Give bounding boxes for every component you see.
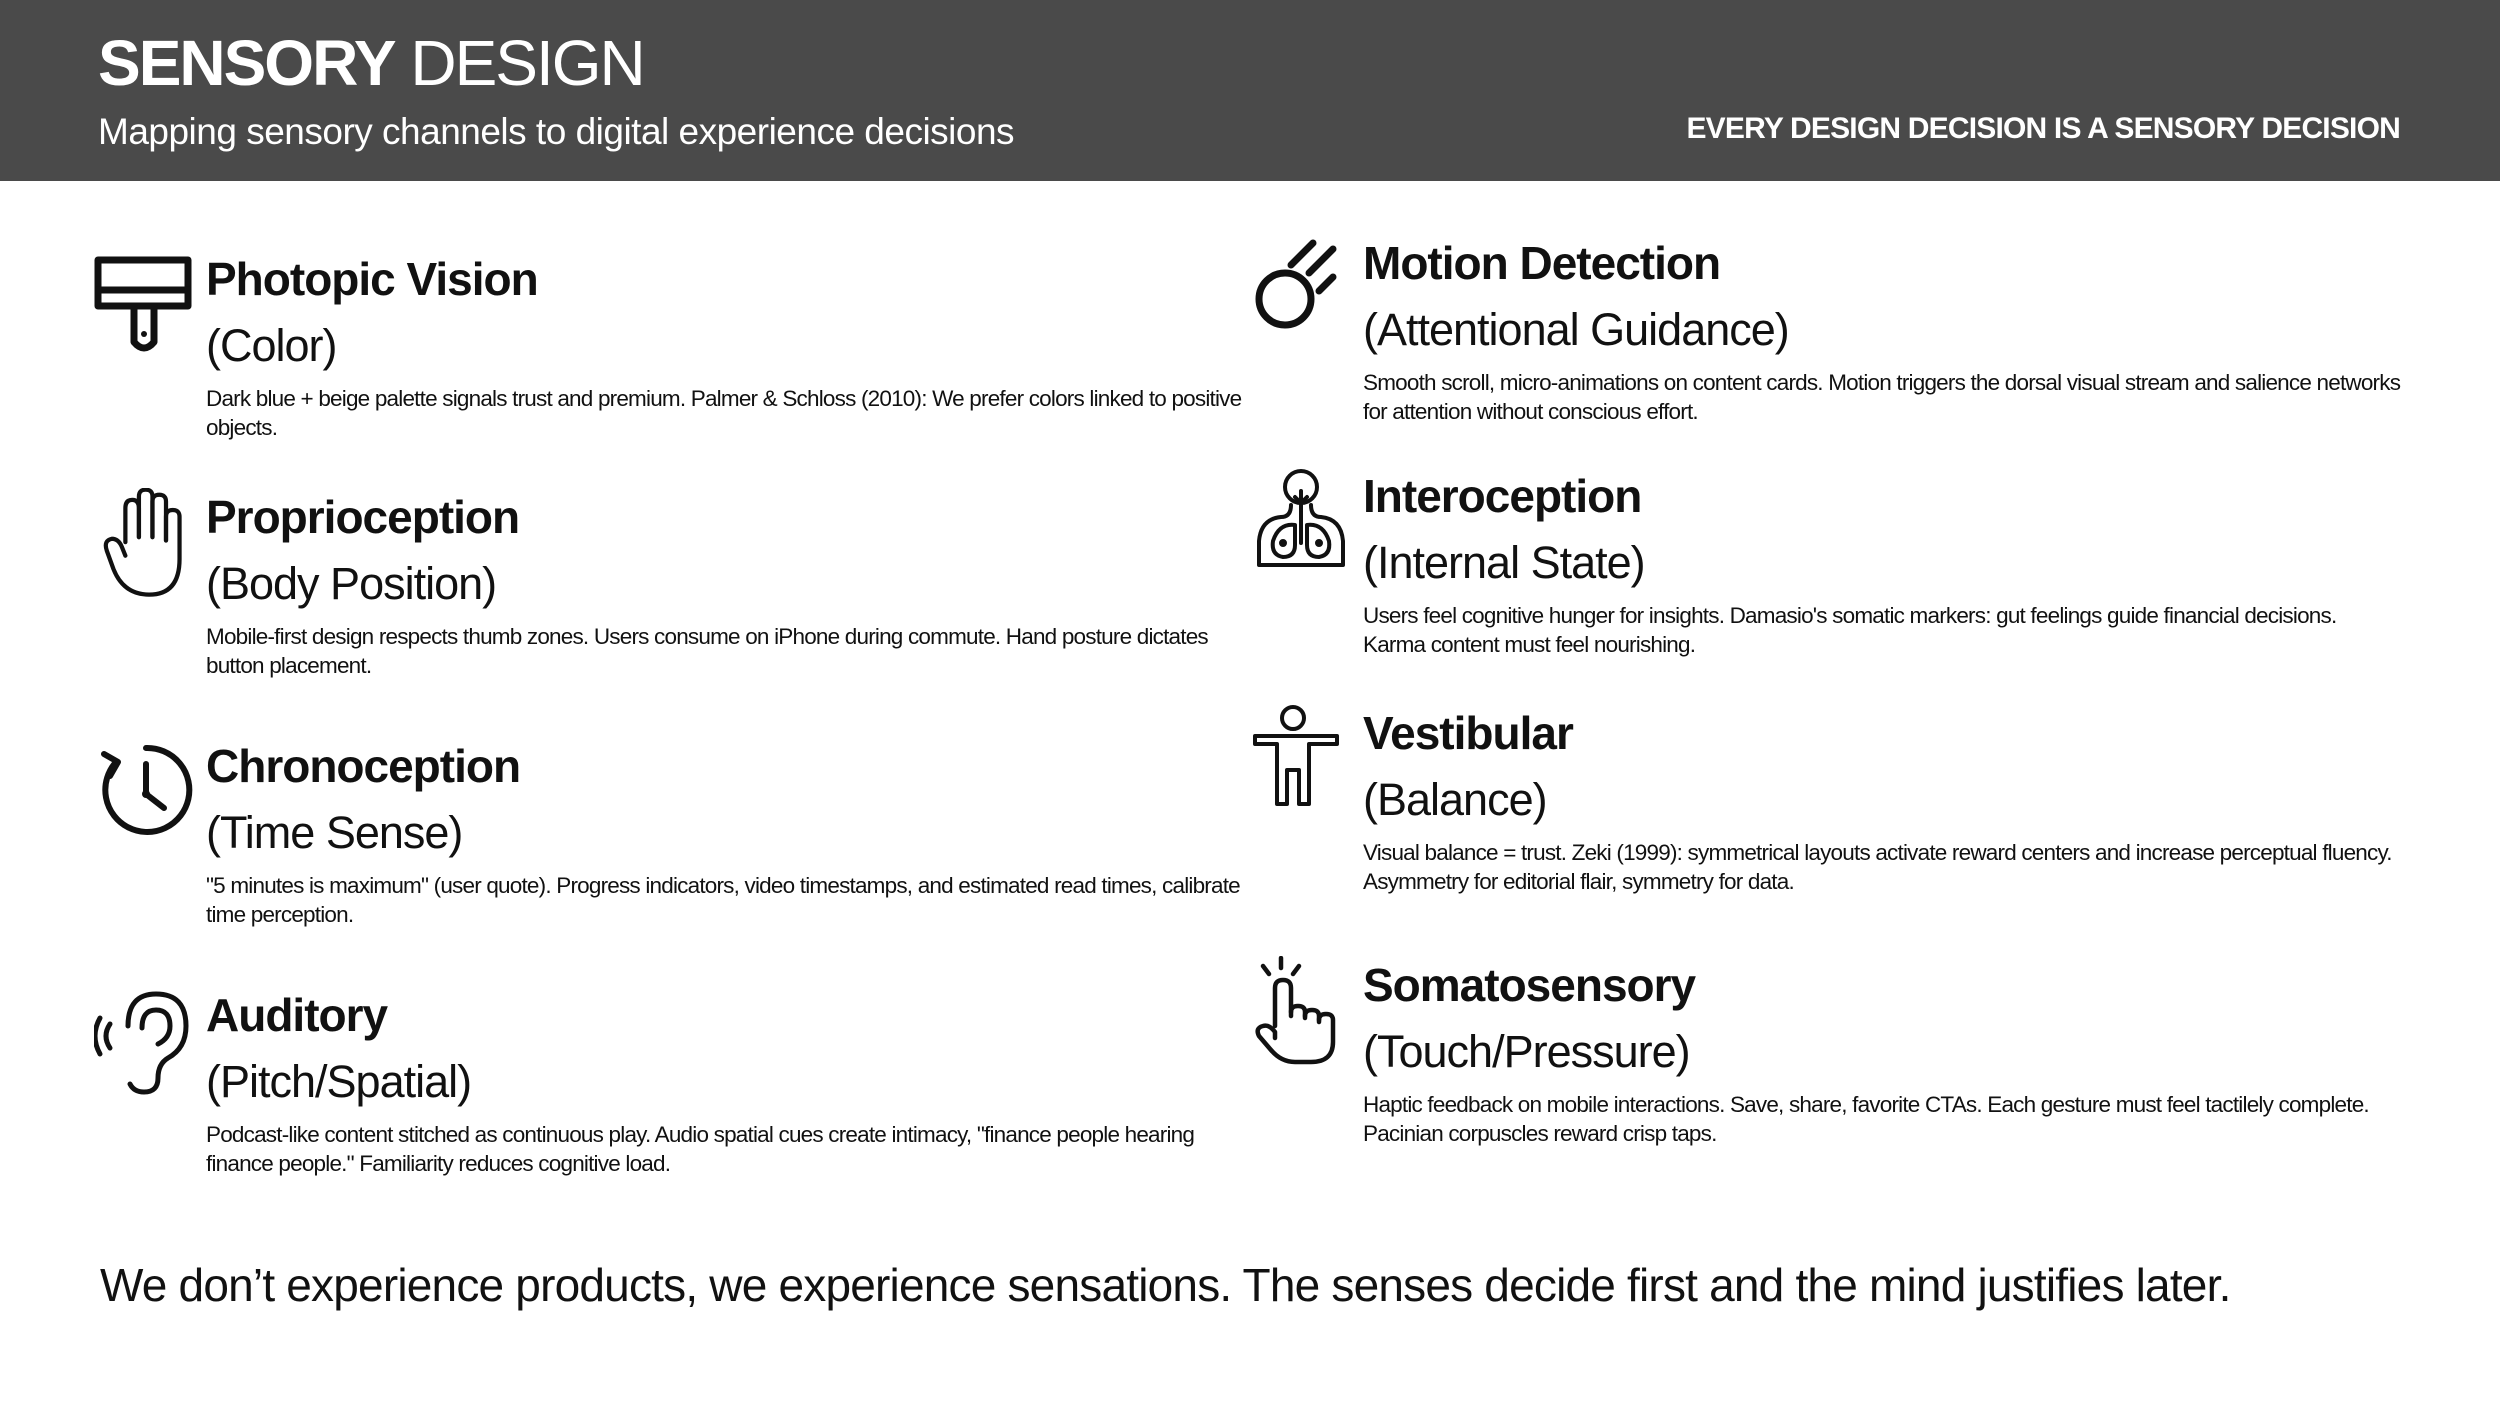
page-title	[98, 28, 644, 98]
sense-name: Vestibular	[1363, 707, 1573, 759]
ear-icon	[94, 986, 194, 1096]
footer-quote: We don’t experience products, we experience sensations. The senses decide first and the mind justifies later.	[100, 1259, 2231, 1311]
sense-name: Interoception	[1363, 470, 1642, 522]
sense-name: Motion Detection	[1363, 237, 1721, 289]
finger-tap-icon	[1251, 956, 1351, 1066]
page-subtitle: Mapping sensory channels to digital experience decisions	[98, 111, 1015, 152]
sense-description: Haptic feedback on mobile interactions. Save, share, favorite CTAs. Each gesture must feel tactilely complete. Pacinian corpuscles reward crisp taps.	[1363, 1092, 2369, 1146]
sense-subtitle: (Color)	[206, 320, 337, 371]
sense-description: Mobile-first design respects thumb zones. Users consume on iPhone during commute. Hand posture dictates button placement.	[206, 624, 1208, 678]
header-tagline: EVERY DESIGN DECISION IS A SENSORY DECISION	[1686, 112, 2400, 145]
sense-subtitle: (Attentional Guidance)	[1363, 304, 1789, 355]
sense-subtitle: (Internal State)	[1363, 537, 1645, 588]
sense-description: "5 minutes is maximum" (user quote). Progress indicators, video timestamps, and estimated read times, calibrate time perception.	[206, 873, 1240, 927]
sense-description: Dark blue + beige palette signals trust and premium. Palmer & Schloss (2010): We prefer colors linked to positive objects.	[206, 386, 1242, 440]
header-banner	[0, 0, 2500, 181]
hand-icon	[94, 488, 194, 598]
sense-name: Somatosensory	[1363, 959, 1696, 1011]
lungs-body-icon	[1251, 467, 1351, 577]
sense-description: Podcast-like content stitched as continuous play. Audio spatial cues create intimacy, "finance people hearing finance people." Familiarity reduces cognitive load.	[206, 1122, 1195, 1176]
title-bold: SENSORY	[98, 27, 395, 99]
sense-subtitle: (Pitch/Spatial)	[206, 1056, 472, 1107]
paint-brush-icon	[94, 250, 194, 360]
clock-rotate-icon	[94, 737, 194, 847]
title-light: DESIGN	[394, 27, 644, 99]
sense-name: Photopic Vision	[206, 253, 538, 305]
sense-subtitle: (Time Sense)	[206, 807, 463, 858]
sense-subtitle: (Balance)	[1363, 774, 1547, 825]
sense-name: Chronoception	[206, 740, 521, 792]
sense-subtitle: (Body Position)	[206, 558, 497, 609]
sense-description: Users feel cognitive hunger for insights. Damasio's somatic markers: gut feelings guide financial decisions. Karma content must feel nourishing.	[1363, 603, 2337, 657]
sense-name: Auditory	[206, 989, 388, 1041]
sense-description: Visual balance = trust. Zeki (1999): symmetrical layouts activate reward centers and increase perceptual fluency. Asymmetry for editorial flair, symmetry for data.	[1363, 840, 2392, 894]
sense-description: Smooth scroll, micro-animations on content cards. Motion triggers the dorsal visual stream and salience networks for attention without conscious effort.	[1363, 370, 2401, 424]
motion-ball-icon	[1251, 234, 1351, 344]
sense-subtitle: (Touch/Pressure)	[1363, 1026, 1690, 1077]
person-balance-icon	[1251, 704, 1351, 814]
sense-name: Proprioception	[206, 491, 520, 543]
